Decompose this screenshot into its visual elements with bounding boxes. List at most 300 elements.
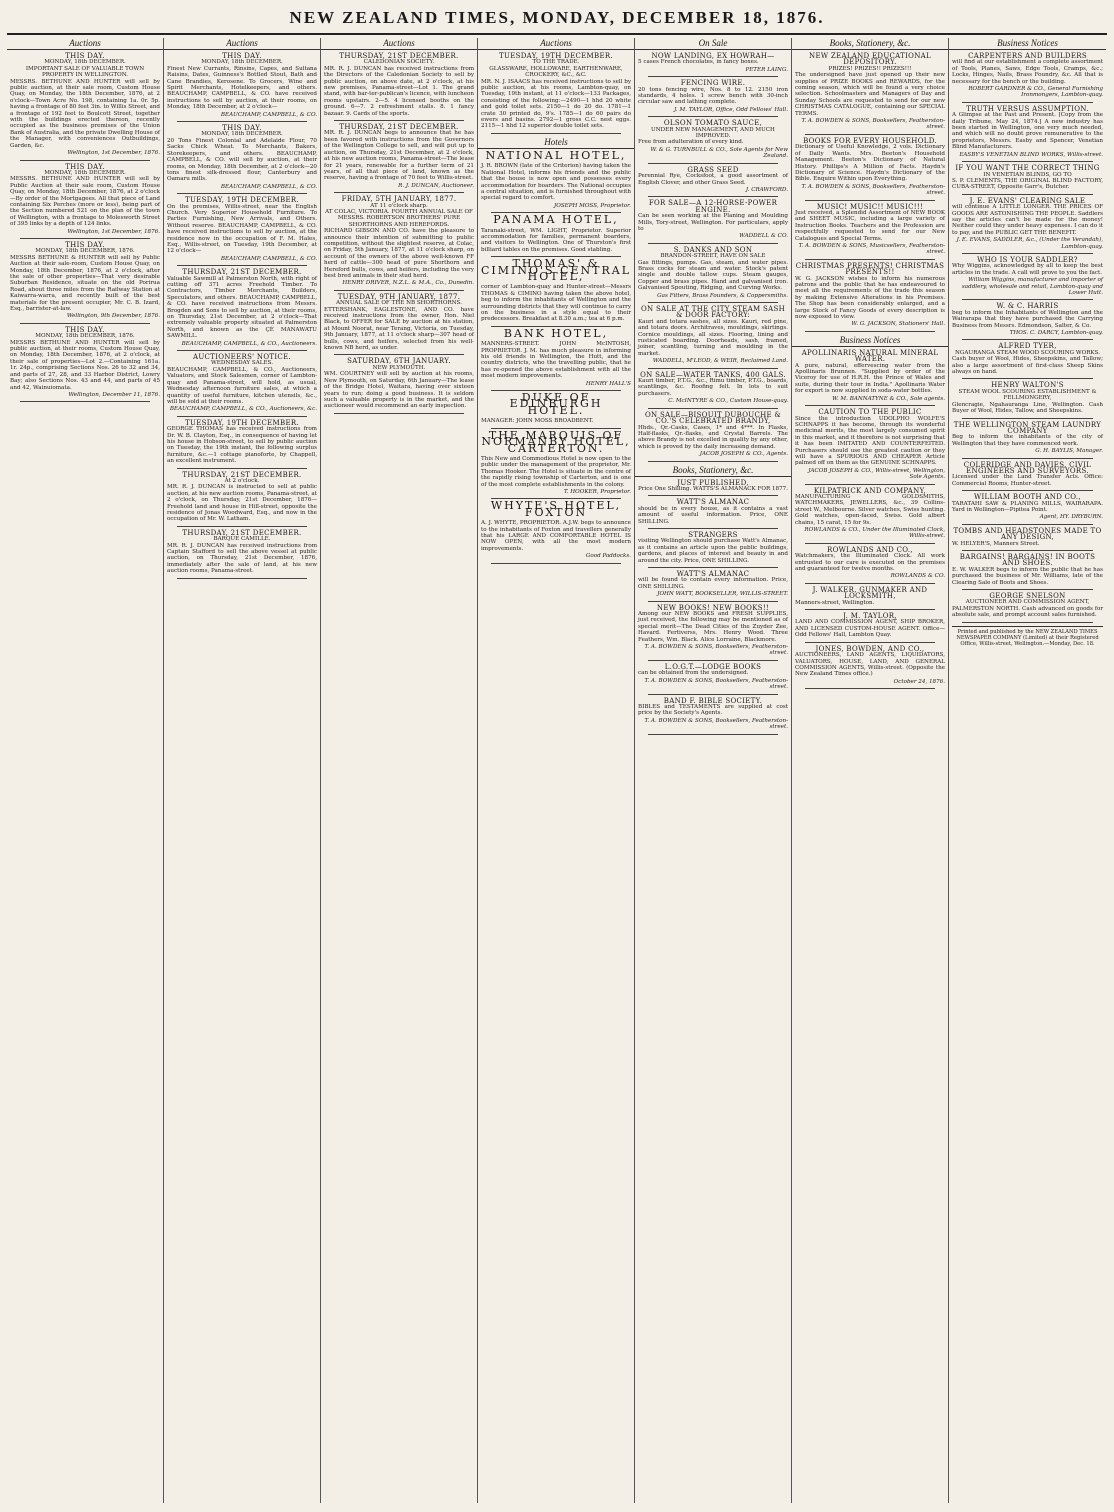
ad-body: will be found to contain every information. Price, ONE SHILLING. bbox=[638, 577, 788, 590]
ad-divider bbox=[805, 484, 935, 485]
ad-heading: WATT'S ALMANAC bbox=[676, 570, 750, 578]
ad-divider bbox=[334, 413, 464, 414]
ad-body: MR. R. J. DUNCAN has received instructions from the Directors of the Caledonian Society to sell by public auction, on above date, at 2 o'clock, at his new premises, Panama-street—Lot 1. The grand stand, with bar-ter-publican's licence, with luncheon rooms upstairs. 2—5. 4 licensed booths on the ground. 6—7. 2 refreshment stalls. 8. 1 fancy bazaar. 9. Cards of the sports. bbox=[324, 65, 474, 117]
ad-heading: TOMBS AND HEADSTONES MADE TO ANY DESIGN, bbox=[953, 526, 1102, 542]
ad-body: 20 Tons Finest Colonial and Adelaide Flour, 70 Sacks Chick Wheat. To Merchants, Bakers, Storekeepers, and others. BEAUCHAMP, CAMPBELL, & CO. will sell by auction, at their rooms, on Monday, 18th December, at 2 o'clock—20 tons finest silk-dressed flour, Canterbury and Oamaru mills. bbox=[167, 137, 317, 183]
advertisement bbox=[638, 372, 788, 409]
ad-signature: T. A. BOWDEN & SONS, Booksellers, Featherston-street. bbox=[644, 677, 788, 691]
hotel-advertisement bbox=[481, 391, 631, 429]
ad-body: Cash buyer of Wool, Hides, Sheepskins, and Tallow; also a large assortment of first-class Sheep Skins always on hand. bbox=[952, 356, 1103, 376]
hotel-name: NATIONAL HOTEL, bbox=[485, 148, 627, 162]
ad-body: Free from adulteration of every kind. bbox=[638, 139, 744, 146]
advertisement bbox=[638, 200, 788, 243]
ad-divider bbox=[177, 526, 307, 527]
ad-subheading: MONDAY, 18th DECEMBER, 1876. bbox=[35, 333, 135, 340]
ad-divider bbox=[648, 163, 778, 164]
advertisement bbox=[638, 571, 788, 602]
ad-subheading: AUCTIONEER AND COMMISSION AGENT, bbox=[965, 599, 1090, 606]
ad-signature: HENRY DRIVER, N.Z.L. & M.A., Co., Dunedin. bbox=[342, 280, 474, 287]
hotel-body: J. R. BROWN (late of the Criterion) having taken the National Hotel, informs his friends and the public that the house is now open and possesses every accommodation for boarders. The National occupies a central situation, and is furnished throughout with special regard to comfort. bbox=[481, 163, 631, 202]
ad-signature: BEAUCHAMP, CAMPBELL, & CO., Auctioneers, &c. bbox=[169, 406, 317, 413]
ad-heading: THURSDAY, 21ST DECEMBER. bbox=[182, 268, 302, 277]
ad-heading: THIS DAY. bbox=[222, 124, 262, 133]
ad-divider bbox=[648, 368, 778, 369]
ad-heading: THURSDAY, 21ST DECEMBER. bbox=[339, 123, 459, 132]
ad-signature: Wellington, 9th December, 1876. bbox=[66, 313, 160, 320]
section-heading: Books, Stationery, &c. bbox=[635, 465, 791, 477]
advertisement bbox=[795, 488, 945, 544]
ad-body: MR. R. J. DUNCAN is instructed to sell at public auction, at his new auction rooms, Panama-street, at 2 o'clock, on Thursday, 21st December, 1876—Freehold land and house in Hill-street, opposite the residence of Jonas Woodward, Esq., and now in the occupation of Mr. W. Latham. bbox=[167, 484, 317, 523]
ad-heading: CHRISTMAS PRESENTS! CHRISTMAS PRESENTS!! bbox=[795, 261, 945, 277]
section-heading: Auctions bbox=[7, 38, 163, 50]
advertisement bbox=[638, 167, 788, 198]
ad-divider bbox=[177, 416, 307, 417]
ad-signature: T. A. BOWDEN & SONS, Booksellers, Featherston-street. bbox=[801, 183, 945, 197]
ad-heading: W. & C. HARRIS bbox=[996, 302, 1059, 311]
advertisement bbox=[952, 494, 1103, 525]
ad-divider bbox=[962, 253, 1093, 254]
ad-divider bbox=[648, 116, 778, 117]
ad-heading: J. M. TAYLOR, bbox=[843, 612, 897, 621]
ad-signature: Gas Fitters, Brass Founders, & Coppersmiths. bbox=[657, 292, 788, 299]
ad-divider bbox=[648, 528, 778, 529]
ad-body: Beg to inform the inhabitants of the city of Wellington that they have commenced work. bbox=[952, 434, 1103, 447]
imprint-footer: Printed and published by the NEW ZEALAND TIMES NEWSPAPER COMPANY (Limited) at their Registered Office, Willis-street, Wellington.—Monday, Dec. 18. bbox=[952, 626, 1103, 647]
hotel-signature: Good Paddocks. bbox=[585, 553, 631, 560]
hotel-advertisement bbox=[481, 499, 631, 563]
ad-divider bbox=[962, 589, 1093, 590]
ad-signature: C. McINTYRE & CO., Custom House-quay. bbox=[668, 398, 788, 405]
ad-body: GEORGE THOMAS has received instructions from Dr. W. B. Clayton, Esq., in consequence of having let his house in Hobson-street, to sell by public auction on Tuesday, the 19th instant, the following surplus furniture, &c.—1 cottage pianoforte, by Chappell, an excellent instrument. bbox=[167, 426, 317, 465]
ad-subheading: IN VENETIAN BLINDS, GO TO bbox=[983, 171, 1072, 178]
ad-signature: PETER LAING. bbox=[745, 66, 788, 73]
hotel-body: Taranaki-street, WM. LIGHT, Proprietor. Superior accommodation for families, permanent boarders, and visitors to Wellington. One of Thurston's first billiard tables on the premises. Good stabling. bbox=[481, 227, 631, 253]
ad-divider bbox=[805, 583, 935, 584]
ad-subheading: PRIZES! PRIZES!! PRIZES!!! bbox=[828, 65, 912, 72]
ad-divider bbox=[962, 458, 1093, 459]
hotel-name: THE MARQUIS OF NORMANBY HOTEL, CARTERTON. bbox=[481, 428, 631, 455]
advertisement bbox=[10, 53, 160, 161]
ad-title: GLASSWARE, HOLLOWARE, EARTHENWARE, CROCKERY, &C., &C. bbox=[489, 65, 623, 79]
ad-signature: Wellington, 1st December, 1876. bbox=[67, 228, 160, 235]
ad-body: MR. R. J. DUNCAN begs to announce that he has been favored with instructions from the Governors of the Wellington College to sell, and will put up to auction, on Thursday, 21st December, at 2 o'clock, at his new auction rooms, Panama-street—The lease for 21 years, renewable for a further term of 21 years, of all that piece of land, known as the reserve, having a frontage of 70 feet to Willis-street. bbox=[324, 130, 474, 182]
ad-divider bbox=[334, 290, 464, 291]
ad-heading: TUESDAY, 19TH DECEMBER. bbox=[185, 196, 299, 205]
section-heading: On Sale bbox=[635, 38, 791, 50]
ad-heading: NEW BOOKS! NEW BOOKS!! bbox=[656, 603, 770, 612]
ad-signature: William Wiggins, manufacturer and importer of saddlery, wholesale and retail, Lambton-quay and Lower Hutt. bbox=[961, 277, 1103, 296]
advertisement bbox=[324, 196, 474, 291]
ad-body: On the premises, Willis-street, near the English Church. Very Superior Household Furniture. To Parties Furnishing, New Arrivals, and Others. Without reserve. BEAUCHAMP, CAMPBELL, & CO. have received instructions to sell by auction, at the residence now in the occupation of F. M. Hales, Esq., Willis-street, on Tuesday, 19th December, at 12 o'clock— bbox=[167, 203, 317, 255]
ad-heading: ON SALE—WATER TANKS, 400 GALS. bbox=[640, 370, 786, 379]
ad-subheading: BARQUE CAMILLE. bbox=[213, 536, 271, 543]
hotel-body: corner of Lambton-quay and Hunter-street—Messrs THOMAS & CIMINO having taken the above hotel, beg to inform the inhabitants of Wellington and the surrounding districts that they will continue to carry on the business in a style equal to their predecessors. Breakfast at 8.30 a.m.; tea at 6 p.m. bbox=[481, 284, 631, 323]
ad-signature: ROBERT GARDNER & CO., General Furnishing Ironmongers, Lambton-quay. bbox=[968, 86, 1103, 99]
ad-body: Hhds., Qr.-Casks, Cases, 1* and 4***. In Flasks, Half-flasks, Qr.-flasks, and Crystal Barrels. The above Brandy is not excelled in quality by any other, which is proved by the daily increasing demand. bbox=[638, 424, 788, 450]
ad-heading: THIS DAY. bbox=[65, 52, 105, 60]
ad-heading: AUCTIONEERS' NOTICE. bbox=[192, 353, 292, 362]
ad-body: A pure, natural, effervescing water from the Apollinaris Brunnen. "Supplied by order of the Viceroy for use of H.R.H. the Prince of Wales and suite, during their tour in India." Apollinaris Water for export is now supplied in soda-water bottles. bbox=[795, 362, 945, 395]
advertisement bbox=[795, 350, 945, 406]
advertisement bbox=[324, 294, 474, 356]
ad-signature: W. & G. TURNBULL & CO., Sole Agents for New Zealand. bbox=[650, 146, 788, 160]
advertisement bbox=[638, 499, 788, 529]
ad-body: will continue A LITTLE LONGER. THE PRICES OF GOODS ARE ASTONISHING THE PEOPLE. Saddlers say the articles can't be made for the money! Neither could they under heavy expenses. I can do it to pay, and the PUBLIC GET THE BENEFIT. bbox=[952, 204, 1103, 236]
ad-divider bbox=[334, 354, 464, 355]
advertisement bbox=[167, 472, 317, 527]
ad-heading: COLERIDGE AND DAVIES, CIVIL ENGINEERS AND SURVEYORS. bbox=[963, 460, 1092, 475]
ad-divider bbox=[491, 563, 621, 564]
ad-body: Manners-street, Wellington. bbox=[795, 599, 875, 606]
ad-heading: J. E. EVANS' CLEARING SALE bbox=[969, 196, 1086, 205]
ad-body: Can be seen working at the Planing and Moulding Mills, Tory-street, Wellington. For particulars, apply to bbox=[638, 213, 788, 232]
hotel-name: PANAMA HOTEL, bbox=[493, 213, 619, 227]
ad-divider bbox=[805, 642, 935, 643]
ad-divider bbox=[805, 688, 935, 689]
ad-divider bbox=[177, 578, 307, 579]
ad-heading: TRUTH VERSUS ASSUMPTION. bbox=[966, 104, 1089, 113]
column-7 bbox=[949, 38, 1106, 1503]
advertisement bbox=[324, 124, 474, 193]
advertisement bbox=[481, 53, 631, 134]
ad-heading: THURSDAY, 21ST DECEMBER. bbox=[182, 528, 302, 537]
ad-signature: ROWLANDS & CO., Under the Illuminated Clock, Willis-street. bbox=[804, 527, 945, 540]
advertisement bbox=[952, 422, 1103, 459]
ad-divider bbox=[805, 609, 935, 610]
ad-heading: NEW ZEALAND EDUCATIONAL DEPOSITORY. bbox=[809, 52, 931, 67]
ad-body: MESSRS. BETHUNE AND HUNTER will sell by public auction, at their sale room, Custom House Quay, on Monday, the 18th December, 1876, at 2 o'clock—Town Acre No. 198, containing 1a. 0r. 5p. having a frontage of 80 feet 3in. to Willis Street, and a frontage of 192 feet to Boulcott Street, together with the buildings erected thereon, recently occupied as the business premises of the Union Bank of Australia, and the private Dwelling House of the Manager, with conveniences Outbuildings, Garden, &c. bbox=[10, 78, 160, 149]
ad-divider bbox=[648, 567, 778, 568]
ad-divider bbox=[177, 265, 307, 266]
ad-signature: T. A. BOWDEN & SONS, Booksellers, Featherston-street. bbox=[644, 644, 788, 657]
ad-subheading: MONDAY, 18th DECEMBER. bbox=[44, 169, 126, 176]
ad-signature: ROWLANDS & CO. bbox=[890, 573, 945, 580]
ad-body: Since the introduction UDOLPHO WOLFE'S SCHNAPPS it has become, through its wonderful medicinal merits, the most largely consumed spirit in this market, and it therefore is not surprising that it has been IMITATED AND COUNTERFEITED. Purchasers should use the greatest caution or they will have a SPURIOUS AND CHEAPER Article palmed off on them as the GENUINE SCHNAPPS. bbox=[795, 415, 945, 467]
advertisement bbox=[638, 664, 788, 695]
ad-signature: J. M. TAYLOR, Office, Odd Fellows' Hall. bbox=[674, 106, 788, 113]
ad-signature: EASBY'S VENETIAN BLIND WORKS, Willis-street. bbox=[959, 151, 1103, 158]
ad-body: MR. R. J. DUNCAN has received instructions from Captain Stafford to sell the above vessel at public auction, on Thursday, 21st December, 1876, immediately after the sale of land, at his new auction rooms, Panama-street. bbox=[167, 542, 317, 575]
ad-divider bbox=[962, 299, 1093, 300]
ad-divider bbox=[648, 408, 778, 409]
ad-heading: TUESDAY, 19TH DECEMBER. bbox=[499, 52, 613, 60]
column-6 bbox=[792, 38, 949, 1503]
ad-heading: THIS DAY. bbox=[65, 162, 105, 171]
ad-signature: BEAUCHAMP, CAMPBELL, & CO., Auctioneers. bbox=[181, 340, 317, 347]
ad-body: E. W. WALKER begs to inform the public that he has purchased the business of Mr. Williams, late of the Clearing Sale of Boots and Shoes. bbox=[952, 566, 1103, 586]
ad-divider bbox=[962, 524, 1093, 525]
ad-body: Why Wiggins, acknowledged by all to keep the best articles in the trade. A call will prove to you the fact. bbox=[952, 263, 1103, 276]
ad-heading: ROWLANDS AND CO., bbox=[827, 545, 913, 554]
column-3 bbox=[321, 38, 478, 1503]
ad-signature: T. A. BOWDEN & SONS, Booksellers, Featherston-street. bbox=[801, 118, 945, 131]
advertisement bbox=[167, 530, 317, 579]
ad-body: Finest New Currants, Rinsins, Capes, and Sultana Raisins, Dates, Guinness's Bottled Stout, Bath and Cane Brandies, Kerosene. To Grocers, Wine and Spirit Merchants, Hotelkeepers, and others. BEAUCHAMP, CAMPBELL, & CO. have received instructions to sell by auction, at their rooms, on Monday, 18th December, at 2 o'clock— bbox=[167, 65, 317, 111]
hotel-advertisement bbox=[481, 326, 631, 391]
ad-divider bbox=[334, 192, 464, 193]
ad-body: W. HELYER'S, Manners Street. bbox=[952, 540, 1040, 547]
ad-body: Among our NEW BOOKS and FRESH SUPPLIES, just received, the following may be mentioned as of special merit—The Dead Cities of the Zuyder Zee, Havard. Fertiverss, Mrs. Henry Wood. Three Feathers, Wm. Black. Alice Lorraine, Blackmore. bbox=[638, 611, 788, 643]
hotel-advertisement bbox=[481, 257, 632, 327]
advertisement bbox=[638, 247, 788, 303]
ad-signature: JACOB JOSEPH & CO., Willis-street, Wellington, Sole Agents. bbox=[808, 467, 945, 481]
ad-subheading: MONDAY, 18th DECEMBER. bbox=[201, 59, 283, 66]
ad-subheading: NGAURANGA STEAM WOOD SCOURING WORKS. bbox=[954, 349, 1101, 356]
ad-signature: W. G. JACKSON, Stationers' Hall. bbox=[851, 321, 945, 328]
ad-body: Licensed under the Land Transfer Acts. Office: Commercial Rooms, Hunter-street. bbox=[952, 474, 1103, 487]
ad-divider bbox=[491, 133, 621, 134]
advertisement bbox=[638, 605, 788, 661]
ad-signature: BEAUCHAMP, CAMPBELL, & CO. bbox=[220, 255, 317, 262]
ad-signature: R. J. DUNCAN, Auctioneer. bbox=[398, 182, 474, 189]
ad-body: MANUFACTURING GOLDSMITHS, WATCHMAKERS, JEWELLERS, &c., 39 Collins-street W., Melbourne. Silver watches, Swiss hunting. Gold watches, open-faced, Swiss. Gold albert chains, 15 carat, 15 for 9s. bbox=[795, 493, 945, 526]
advertisement bbox=[795, 204, 945, 260]
section-heading: Hotels bbox=[478, 137, 634, 149]
hotel-body: MANNERS-STREET. JOHN McINTOSH, PROPRIETOR. J. M. has much pleasure in informing his old friends in Wellington, the Hutt, and the country districts, who the travelling public, that he has re-opened the above establishment with all the most modern improvements. bbox=[481, 341, 631, 380]
ad-heading: S. DANKS AND SON bbox=[673, 245, 753, 254]
advertisement bbox=[952, 462, 1103, 492]
ad-divider bbox=[177, 350, 307, 351]
ad-heading: JONES, BOWDEN, AND CO., bbox=[815, 644, 925, 653]
advertisement bbox=[638, 53, 788, 77]
ad-heading: THIS DAY. bbox=[65, 325, 105, 334]
ad-body: beg to inform the Inhabitants of Wellington and the Wairarapa that they have purchased the Carrying Business from Messrs. Edmondson, Salter, & Co. bbox=[952, 309, 1103, 329]
ad-body: TARATAHI SAW & PLANING MILLS, WAIRARAPA. Yard in Wellington—Pipitea Point. bbox=[952, 500, 1103, 513]
ad-body: should be in every house, as it contains a vast amount of useful information. Price, ONE SHILLING. bbox=[638, 505, 788, 525]
ad-body: will find at our establishment a complete assortment of Tools, Planes, Saws, Edge Tools, Cramps, &c.; Locks, Hinges, Nails, Brass Foundry, &c. All that is necessary for the bench or the building. bbox=[952, 59, 1103, 85]
ad-body: Just received, a Splendid Assortment of NEW BOOK and SHEET MUSIC, including a large variety of Instruction Books. Teachers and the Profession are respectfully requested to send for our New Catalogues and Special Terms. bbox=[795, 209, 945, 242]
advertisement bbox=[795, 53, 945, 135]
advertisement bbox=[324, 358, 474, 413]
ad-subheading: AT 11 o'clock sharp. bbox=[370, 202, 428, 209]
advertisement bbox=[638, 480, 788, 497]
section-heading: Books, Stationery, &c. bbox=[792, 38, 948, 50]
advertisement bbox=[952, 303, 1103, 340]
ad-body: Valuable Sawmill at Palmerston North, with right of cutting off 371 acres Freehold Timber. To Contractors, Timber Merchants, Builders, Speculators, and others. BEAUCHAMP, CAMPBELL, & CO. have received instructions from Messrs. Brogden and Sons to sell by auction, at their rooms, on Thursday, 21st December, at 2 o'clock—That extremely valuable property situated at Palmerston North, and known as the ÇÉ MANAWATU SAWMILL. bbox=[167, 275, 317, 340]
ad-signature: J. E. EVANS, SADDLER, &c., (Under the Verandah), Lambton-quay. bbox=[956, 237, 1103, 250]
ad-heading: THURSDAY, 21ST DECEMBER. bbox=[339, 52, 459, 60]
advertisement bbox=[167, 269, 317, 351]
ad-subheading: BRANDON-STREET, HAVE ON SALE bbox=[660, 253, 766, 260]
ad-heading: FENCING WIRE. bbox=[680, 79, 746, 88]
ad-heading: FOR SALE—A 12-HORSE-POWER ENGINE. bbox=[648, 199, 778, 214]
ad-divider bbox=[648, 660, 778, 661]
advertisement bbox=[10, 242, 160, 324]
ad-heading: WHO IS YOUR SADDLER? bbox=[977, 255, 1078, 264]
section-heading: Auctions bbox=[321, 38, 477, 50]
hotel-body: This New and Commodious Hotel is now open to the public under the management of the proprietor, Mr. Thomas Hooker. The Hotel is situate in the centre of the rapidly rising township of Carterton, and is one of the most complete establishments in the colony. bbox=[481, 455, 631, 488]
hotel-name: THOMAS' & CIMINO'S CENTRAL HOTEL, bbox=[481, 257, 632, 283]
ad-body: Kauri timber, P.T.G., &c., Rimu timber, P.T.G., boards, scantlings, &c. Roofing felt. In lots to suit purchasers. bbox=[638, 378, 788, 397]
ad-divider bbox=[648, 694, 778, 695]
advertisement bbox=[638, 120, 788, 163]
advertisement bbox=[952, 165, 1103, 195]
columns bbox=[7, 38, 1107, 1503]
section-heading: Auctions bbox=[164, 38, 320, 50]
advertisement bbox=[952, 382, 1103, 418]
ad-divider bbox=[805, 134, 935, 135]
ad-body: Price One Shilling. WATTS'S ALMANACK FOR 1877. bbox=[638, 485, 788, 492]
hotel-name: DUKE OF EDINBURGH HOTEL. bbox=[509, 391, 603, 417]
advertisement bbox=[952, 198, 1103, 254]
advertisement bbox=[638, 532, 788, 568]
ad-divider bbox=[177, 468, 307, 469]
advertisement bbox=[638, 412, 788, 462]
ad-heading: SATURDAY, 6TH JANUARY. bbox=[347, 357, 451, 366]
ad-signature: T. A. BOWDEN & SONS, Booksellers, Featherston-street. bbox=[644, 717, 788, 731]
hotel-advertisement bbox=[481, 213, 631, 257]
advertisement bbox=[167, 420, 317, 469]
advertisement bbox=[324, 53, 474, 121]
ad-body: WM. COURTNEY will sell by auction at his rooms, New Plymouth, on Saturday, 6th January—The lease of the Bridge Hotel, Waitara, having over sixteen years to run; doing a good business. It is seldom such a valuable property is in the market, and the auctioneer would recommend an early inspection. bbox=[324, 371, 474, 410]
ad-body: can be obtained from the undersigned. bbox=[638, 670, 749, 677]
ad-heading: J. WALKER, GUNMAKER AND LOCKSMITH, bbox=[812, 585, 928, 601]
ad-subheading: UNDER NEW MANAGEMENT, AND MUCH IMPROVED. bbox=[651, 126, 775, 140]
ad-body: LAND AND COMMISSION AGENT, SHIP BROKER, AND LICENSED CUSTOM-HOUSE AGENT. Office—Odd Fellows' Hall, Lambton Quay. bbox=[795, 619, 945, 639]
ad-subheading: STEAM WOOL SCOURING ESTABLISHMENT & FELLMONGERY, bbox=[958, 388, 1097, 402]
ad-heading: STRANGERS bbox=[688, 530, 738, 539]
ad-heading: GEORGE SNELSON bbox=[989, 592, 1066, 601]
ad-heading: THIS DAY. bbox=[65, 240, 105, 249]
ad-heading: ALFRED TYER, bbox=[998, 342, 1057, 351]
advertisement bbox=[795, 587, 945, 610]
ad-subheading: MONDAY, 18th DECEMBER, 1876. bbox=[35, 248, 135, 255]
ad-divider bbox=[962, 550, 1093, 551]
section-heading: Business Notices bbox=[792, 335, 948, 347]
ad-divider bbox=[805, 331, 935, 332]
section-heading: Auctions bbox=[478, 38, 634, 50]
ad-divider bbox=[20, 323, 150, 324]
ad-subheading: NEW PLYMOUTH. bbox=[372, 364, 426, 371]
ad-heading: WATT'S ALMANAC bbox=[676, 498, 750, 507]
advertisement bbox=[795, 547, 945, 584]
ad-body: visiting Wellington should purchase Watt's Almanac, as it contains an article upon the public buildings, gardens, and places of interest and beauty in and around the city. Price, ONE SHILLING. bbox=[638, 538, 788, 564]
ad-body: MESSRS BETHUNE & HUNTER will sell by Public Auction at their sale-room, Custom House Quay, on Monday, 18th December, 1876, at 2 o'clock, after the sale of other properties—That very desirable Suburban Residence, situate on the old Porirua Road, about three miles from the Railway Station at Kaiwarra-warra, and recently built of the best materials for the present occupier, Mr. C. B. Izard, Esq., barrister-at-law. bbox=[10, 254, 160, 313]
ad-divider bbox=[20, 160, 150, 161]
ad-divider bbox=[334, 120, 464, 121]
ad-body: W. G. JACKSON wishes to inform his numerous patrons and the public that he has endeavoured to meet all the requirements of the trade this season by making Extensive Alterations in his Premises. The Shop has been considerably enlarged, and a large Stock of Fancy Goods of every description is now exposed to view. bbox=[795, 275, 945, 321]
ad-body: 20 tons fencing wire, Nos. 8 to 12. 2150 iron standards, 4 holes. 1 screw bench with 30-inch circular saw and lathing complete. bbox=[638, 86, 788, 106]
ad-heading: APOLLINARIS NATURAL MINERAL WATER. bbox=[801, 348, 939, 364]
ad-divider bbox=[648, 302, 778, 303]
ad-heading: OLSON TOMATO SAUCE, bbox=[663, 119, 763, 128]
ad-signature: WADDELL, M'LEOD, & WEIR, Reclaimed Land. bbox=[652, 358, 788, 365]
ad-heading: L.O.G.T.—LODGE BOOKS bbox=[664, 662, 762, 671]
advertisement bbox=[638, 80, 788, 117]
ad-body: AUCTIONEERS, LAND AGENTS, LIQUIDATORS, VALUATORS, HOUSE, LAND, AND GENERAL COMMISSION AGENTS, Willis-street. (Opposite the New Zealand Times office.) bbox=[795, 652, 945, 678]
advertisement bbox=[638, 306, 788, 369]
ad-body: A Glimpse at the Past and Present. [Copy from the daily Tribune, May 24, 1874.] A new industry has been started in Wellington, one very much needed, and which will no doubt prove remunerative to the proprietors, Messrs. Easby and Spencer, Venetian Blind Manufacturers. bbox=[952, 112, 1103, 151]
ad-divider bbox=[805, 405, 935, 406]
ad-heading: THURSDAY, 21ST DECEMBER. bbox=[182, 470, 302, 479]
ad-signature: T. A. BOWDEN & SONS, Musicsellers, Featherston-street. bbox=[798, 242, 945, 256]
ad-heading: NOW LANDING, EX HOWRAH— bbox=[651, 52, 775, 60]
ad-body: BEAUCHAMP, CAMPBELL, & CO., Auctioneers, Valuators, and Stock Salesmen, corner of Lambton-quay and Panama-street, will hold, as usual, Wednesday afternoon furniture sales, at which a quantity of useful furniture, kitchen utensils, &c., will be sold at their rooms. bbox=[167, 366, 317, 405]
masthead: NEW ZEALAND TIMES, MONDAY, DECEMBER 18, 1876. bbox=[7, 4, 1107, 35]
advertisement bbox=[952, 53, 1103, 103]
advertisement bbox=[952, 343, 1103, 379]
column-4 bbox=[478, 38, 635, 1503]
advertisement bbox=[795, 138, 945, 201]
advertisement bbox=[167, 53, 317, 122]
advertisement bbox=[952, 593, 1103, 623]
ad-divider bbox=[648, 76, 778, 77]
ad-body: Gas fittings, pumps. Gas, steam, and water pipes. Brass cocks for steam and water. Stock's patent single and double tallow cups. Steam gauges, Copper and brass pipes. Hand and galvanised iron. Galvanised Spouting, Ridging, and Curving Works. bbox=[638, 259, 788, 292]
ad-subheading: At 2 o'clock. bbox=[224, 477, 260, 484]
advertisement bbox=[795, 613, 945, 643]
hotel-advertisement bbox=[481, 148, 631, 213]
ad-body: 5 cases French chocolates, in fancy boxes. bbox=[638, 59, 759, 66]
ad-heading: ON SALE—BISQUIT DUBOUCHE & CO.'S CELEBRATED BRANDY, bbox=[645, 410, 781, 426]
ad-subheading: TO THE TRADE. bbox=[532, 59, 580, 66]
ad-divider bbox=[805, 259, 935, 260]
ad-title: AT COLAC, VICTORIA. FOURTH ANNUAL SALE OF MESSRS. ROBERTSON BROTHERS' PURE SHORTHORNS AND HEREFORDS. bbox=[325, 208, 473, 228]
ad-body: MESSRS. BETHUNE AND HUNTER will sell by Public Auction at their sale room, Custom House Quay, on Monday, 18th December, 1876, at 2 o'clock—By order of the Mortgagees. All that piece of Land containing Six Perches (more or less), being part of the Section numbered 521 on the plan of the town of Wellington, with a frontage to Molesworth Street of 395 links by a depth of 124 links. bbox=[10, 176, 160, 228]
ad-heading: GRASS SEED bbox=[687, 165, 739, 174]
advertisement bbox=[795, 263, 945, 332]
ad-heading: IF YOU WANT THE CORRECT THING bbox=[955, 164, 1100, 173]
ad-body: Glencragie, Ngahauranga Line, Wellington. Cash Buyer of Wool, Hides, Tallow, and Sheepskins. bbox=[952, 401, 1103, 415]
ad-heading: KILPATRICK AND COMPANY, bbox=[813, 486, 927, 495]
ad-divider bbox=[648, 196, 778, 197]
ad-divider bbox=[962, 102, 1093, 103]
ad-body: The undersigned have just opened up their new supplies of PRIZE BOOKS and REWARDS, for the coming season, which will be found a very choice selection. Schoolmasters and Managers of Day and Sunday Schools are requested to send for our new CHRISTMAS CATALOGUE, containing our SPECIAL TERMS. bbox=[795, 72, 945, 117]
ad-body: ETTERSHANK, EAGLESTONE, AND CO. have received instructions from the owner, Hon. Niel Black, to OFFER for SALE by auction at his station, at Mount Noorat, near Terang, Victoria, on Tuesday, 9th January, 1877, at 11 o'clock sharp—307 head of bulls, cows, and heifers, selected from his well-known NB herd, as under. bbox=[324, 306, 474, 352]
ad-subheading: MONDAY, 18th DECEMBER. bbox=[44, 59, 126, 66]
ad-divider bbox=[962, 490, 1093, 491]
hotel-body: A. J. WHYTE, PROPRIETOR. A.J.W. begs to announce to the inhabitants of Foxton and travellers generally that his LARGE AND COMFORTABLE HOTEL IS NOW OPEN, with all the most modern improvements. bbox=[481, 520, 631, 552]
hotel-name: BANK HOTEL, bbox=[503, 326, 609, 340]
ad-heading: TUESDAY, 9TH JANUARY, 1877. bbox=[337, 292, 461, 301]
ad-signature: BEAUCHAMP, CAMPBELL, & CO. bbox=[220, 183, 317, 190]
hotel-name: WHYTE'S HOTEL, FOXTON bbox=[490, 499, 622, 519]
ad-divider bbox=[962, 378, 1093, 379]
ad-heading: CAUTION TO THE PUBLIC bbox=[818, 408, 922, 417]
hotel-signature: HENRY HALL'S bbox=[585, 380, 631, 387]
ad-subheading: WEDNESDAY SALES. bbox=[211, 360, 273, 367]
ad-heading: BARGAINS! BARGAINS! IN BOOTS AND SHOES. bbox=[959, 553, 1096, 568]
ad-divider bbox=[177, 121, 307, 122]
ad-divider bbox=[20, 238, 150, 239]
hotel-signature: JOSEPH MOSS, Proprietor. bbox=[553, 202, 631, 209]
hotel-signature: T. HOOKER, Proprietor. bbox=[563, 488, 631, 495]
ad-divider bbox=[648, 495, 778, 496]
ad-signature: G. H. BAYLIS, Manager. bbox=[1035, 448, 1103, 455]
advertisement bbox=[795, 409, 945, 484]
ad-divider bbox=[805, 543, 935, 544]
ad-body: PALMERSTON NORTH. Cash advanced on goods for absolute sale, and prompt account sales furnished. bbox=[952, 605, 1103, 619]
ad-divider bbox=[962, 418, 1093, 419]
advertisement bbox=[952, 257, 1103, 300]
advertisement bbox=[952, 106, 1103, 162]
ad-divider bbox=[177, 193, 307, 194]
ad-heading: FRIDAY, 5TH JANUARY, 1877. bbox=[341, 195, 457, 204]
ad-heading: ON SALE AT THE CITY STEAM SASH & DOOR FACTORY: bbox=[640, 305, 785, 320]
ad-heading: JUST PUBLISHED, bbox=[677, 478, 749, 487]
ad-divider bbox=[805, 200, 935, 201]
ad-body: Watchmakers, the Illuminated Clock. All work entrusted to our care is executed on the premises and guaranteed for twelve months. bbox=[795, 553, 945, 573]
ad-signature: JACOB JOSEPH & CO., Agents. bbox=[699, 451, 788, 458]
section-heading: Business Notices bbox=[949, 38, 1106, 50]
advertisement bbox=[795, 646, 945, 689]
ad-body: Kauri and totara sashes, all sizes. Kauri, red pine, and totara doors. Architraves, mouldings, skirtings. Cornice mouldings, all sizes. Flooring, lining and rusticated boarding. Doorheads, sash, framed, joiner, scantling, turning and moulding in the market. bbox=[638, 318, 788, 357]
hotel-body: MANAGER: JOHN MOSS BROADBENT. bbox=[481, 418, 594, 425]
ad-subheading: CALEDONIAN SOCIETY. bbox=[363, 59, 435, 66]
ad-heading: BAND F. BIBLE SOCIETY. bbox=[663, 696, 763, 705]
advertisement bbox=[638, 698, 788, 735]
ad-signature: BEAUCHAMP, CAMPBELL, & CO. bbox=[220, 111, 317, 118]
column-1 bbox=[7, 38, 164, 1503]
